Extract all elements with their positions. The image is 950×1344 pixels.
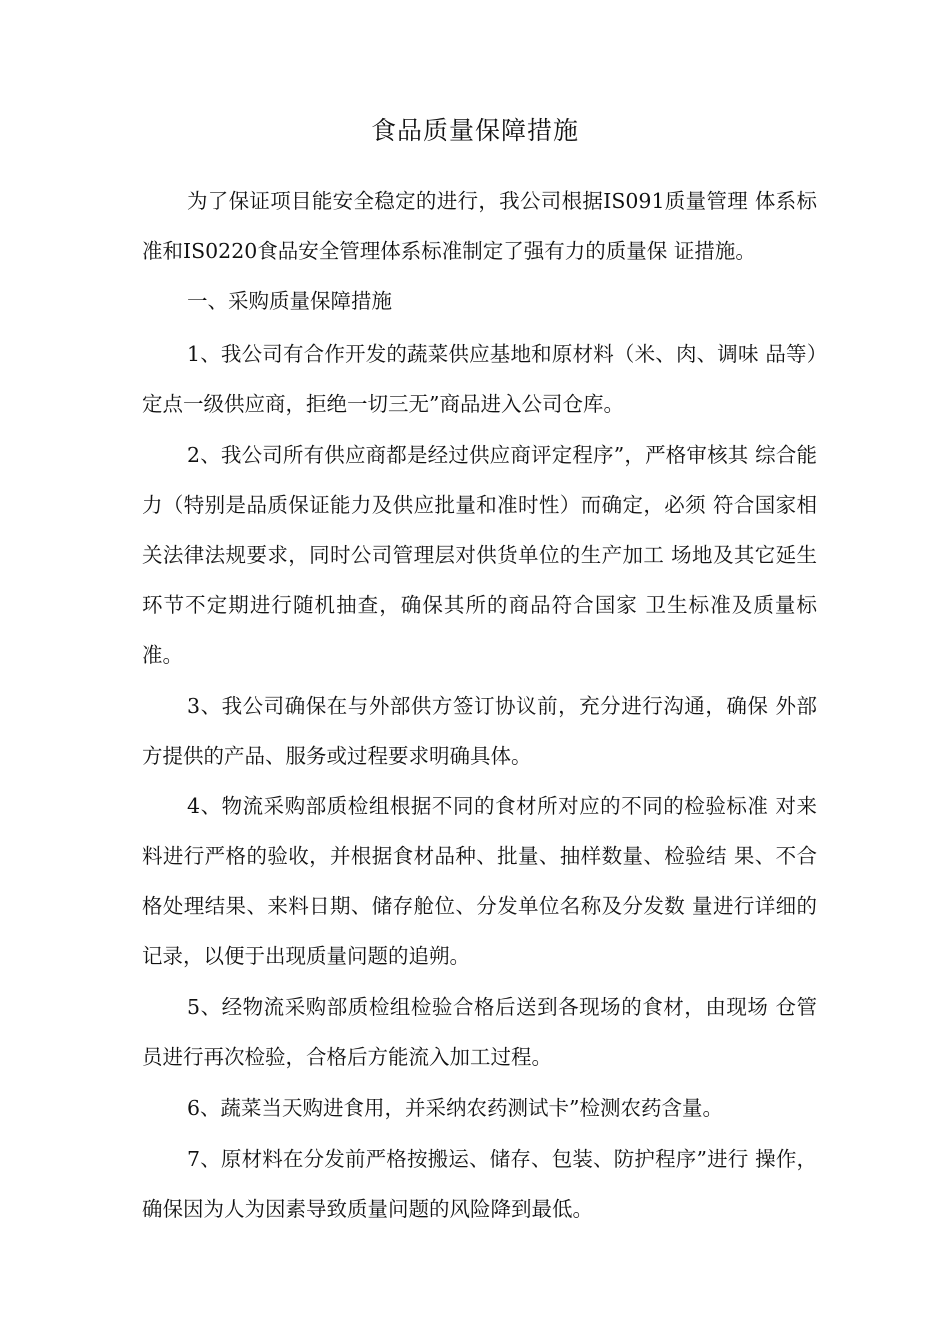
section-heading-procurement: 一、采购质量保障措施 <box>187 289 392 313</box>
paragraph-item-4: 4、物流采购部质检组根据不同的食材所对应的不同的检验标准 对来料进行严格的验收，并根据食材品种、批量、抽样数量、检验结 果、不合格处理结果、来料日期、储存舱位、分发单位名称及分发数 量进行详细的记录，以便于出现质量问题的追朔。 <box>142 794 817 968</box>
intro-paragraph: 为了保证项目能安全稳定的进行，我公司根据IS091质量管理 体系标准和IS0220食品安全管理体系标准制定了强有力的质量保 证措施。 <box>142 189 817 263</box>
paragraph-item-6: 6、蔬菜当天购进食用，并采纳农药测试卡”检测农药含量。 <box>187 1096 724 1120</box>
paragraph-item-5: 5、经物流采购部质检组检验合格后送到各现场的食材，由现场 仓管员进行再次检验，合格后方能流入加工过程。 <box>142 995 817 1069</box>
paragraph-item-3: 3、我公司确保在与外部供方签订协议前，充分进行沟通，确保 外部方提供的产品、服务或过程要求明确具体。 <box>142 694 817 768</box>
document-title: 食品质量保障措施 <box>370 116 579 145</box>
paragraph-item-2: 2、我公司所有供应商都是经过供应商评定程序”，严格审核其 综合能力（特别是品质保证能力及供应批量和准时性）而确定，必须 符合国家相关法律法规要求，同时公司管理层对供货单位的生产加工 场地及其它延生环节不定期进行随机抽查，确保其所的商品符合国家 卫生标准及质量标准。 <box>142 443 817 667</box>
paragraph-item-1: 1、我公司有合作开发的蔬菜供应基地和原材料（米、肉、调味 品等）定点一级供应商，拒绝一切三无”商品进入公司仓库。 <box>142 342 817 416</box>
paragraph-item-7: 7、原材料在分发前严格按搬运、储存、包装、防护程序”进行 操作，确保因为人为因素导致质量问题的风险降到最低。 <box>142 1147 817 1221</box>
